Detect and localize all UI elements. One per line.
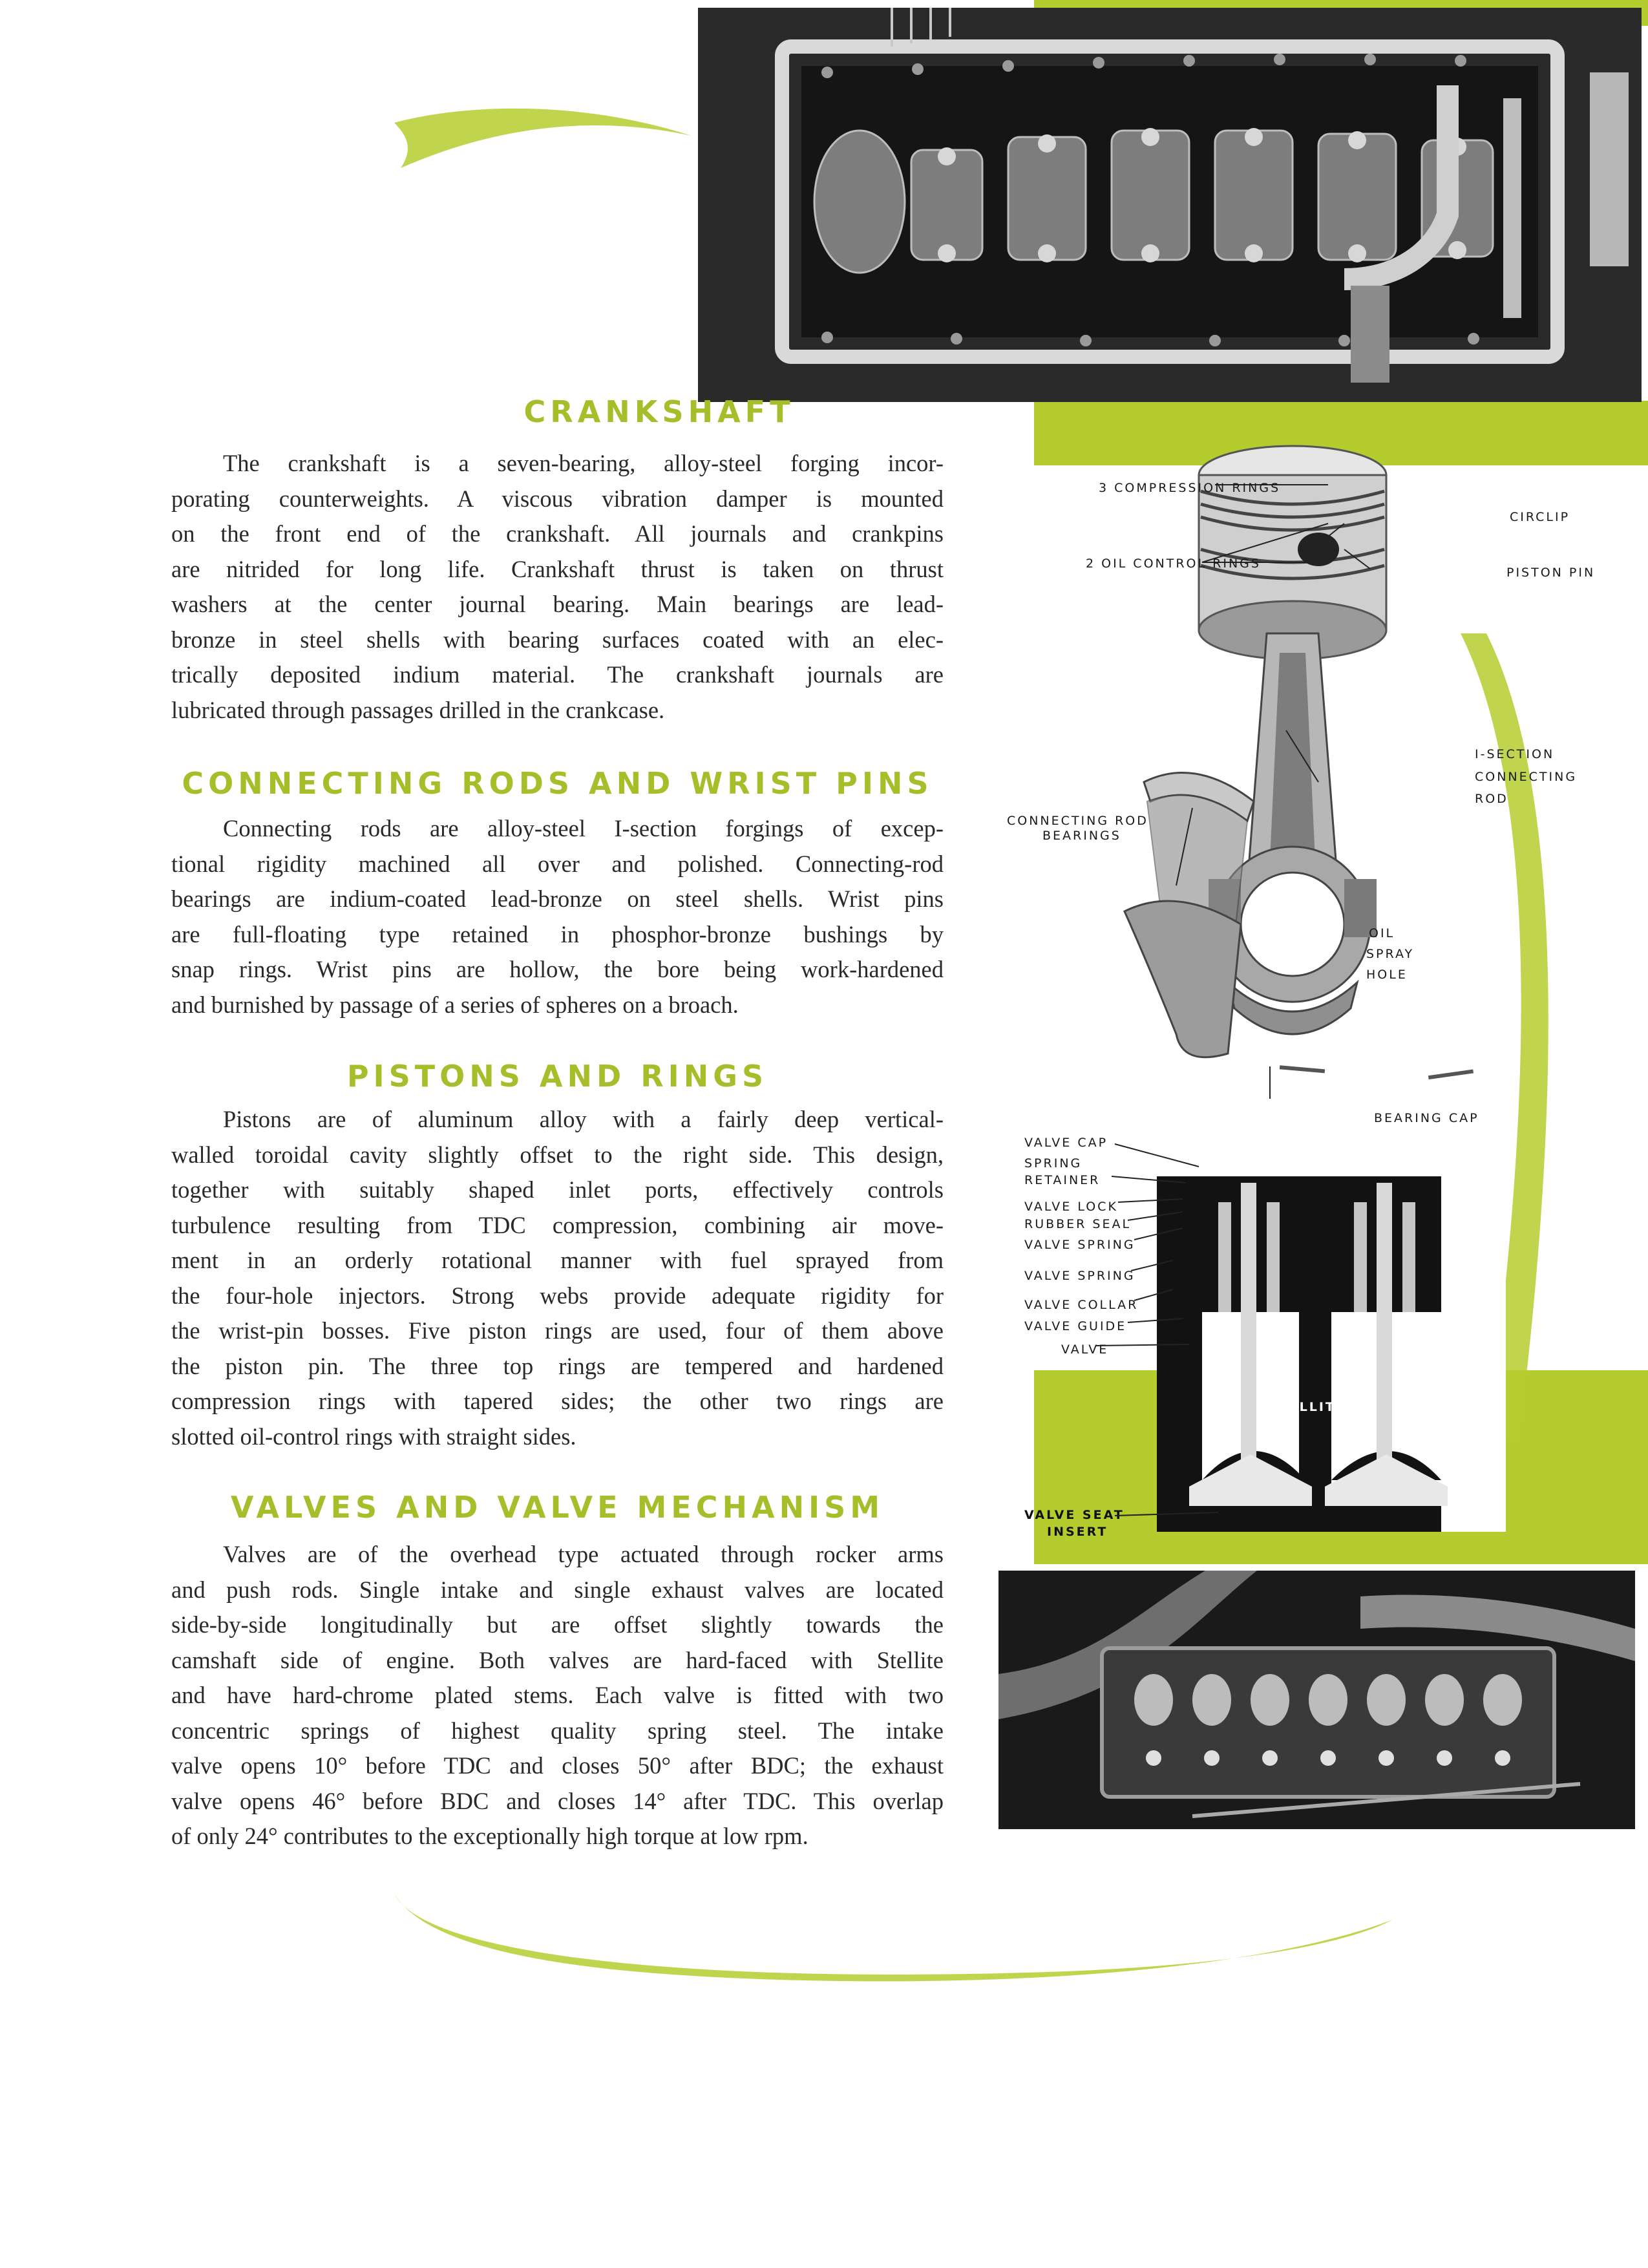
- text-line: bearings are indium-coated lead-bronze on steel shells. Wrist pins: [171, 885, 944, 912]
- text-line: are full-floating type retained in phosphor-bronze bushings by: [171, 920, 944, 948]
- label-piston-pin: PISTON PIN: [1506, 566, 1596, 580]
- text-line: and have hard-chrome plated stems. Each valve is fitted with two: [171, 1682, 944, 1708]
- text-line: turbulence resulting from TDC compression, combining air move-: [171, 1211, 944, 1238]
- label-compression-rings: 3 COMPRESSION RINGS: [1099, 481, 1281, 495]
- text-line: snap rings. Wrist pins are hollow, the bore being work-hardened: [171, 956, 944, 982]
- text-line: bronze in steel shells with bearing surfaces coated with an elec-: [171, 626, 944, 653]
- label-valve-lock: VALVE LOCK: [1024, 1200, 1118, 1214]
- text-line: tional rigidity machined all over and polished. Connecting-rod: [171, 850, 944, 877]
- label-oil-spray-hole: OIL: [1369, 926, 1395, 940]
- label-stellite: STELLITE: [1268, 1400, 1346, 1414]
- valves-heading: VALVES AND VALVE MECHANISM: [230, 1490, 885, 1525]
- label-oil-control-rings: 2 OIL CONTROL RINGS: [1086, 556, 1261, 571]
- text-line: ment in an orderly rotational manner with fuel sprayed from: [171, 1247, 944, 1273]
- text-line: compression rings with tapered sides; the other two rings are: [171, 1388, 944, 1414]
- label-i-section: I-SECTION: [1475, 747, 1555, 761]
- text-line: the piston pin. The three top rings are tempered and hardened: [171, 1352, 944, 1379]
- label-valve-seat-insert: INSERT: [1047, 1525, 1108, 1539]
- label-i-section: ROD: [1475, 792, 1508, 806]
- label-circlip: CIRCLIP: [1510, 510, 1570, 524]
- text-line: walled toroidal cavity slightly offset to the right side. This design,: [171, 1141, 944, 1168]
- text-line: valve opens 46° before BDC and closes 14° after TDC. This overlap: [171, 1787, 944, 1814]
- label-rod-bearings: BEARINGS: [1042, 829, 1121, 843]
- text-line: the wrist-pin bosses. Five piston rings are used, four of them above: [171, 1317, 944, 1344]
- text-line: Valves are of the overhead type actuated through rocker arms: [223, 1541, 944, 1567]
- crankshaft-photo: [698, 8, 1642, 402]
- label-rubber-seal: RUBBER SEAL: [1024, 1217, 1132, 1231]
- text-line: slotted oil-control rings with straight sides.: [171, 1423, 576, 1450]
- text-line: Pistons are of aluminum alloy with a fairly deep vertical-: [223, 1106, 944, 1132]
- crankshaft-paragraph: [171, 446, 944, 728]
- text-line: side-by-side longitudinally but are offset slightly towards the: [171, 1611, 944, 1638]
- valve-leader-lines: [1024, 1131, 1218, 1532]
- connecting-rods-paragraph: [171, 811, 944, 1023]
- text-line: and burnished by passage of a series of spheres on a broach.: [171, 991, 739, 1018]
- text-line: of only 24° contributes to the exceptionally high torque at low rpm.: [171, 1823, 808, 1849]
- text-line: the four-hole injectors. Strong webs provide adequate rigidity for: [171, 1282, 944, 1309]
- text-line: are nitrided for long life. Crankshaft thrust is taken on thrust: [171, 555, 944, 582]
- label-valve-spring: VALVE SPRING: [1024, 1269, 1136, 1283]
- label-bearing-cap: BEARING CAP: [1374, 1111, 1479, 1125]
- piston-rod-illustration: [1099, 420, 1486, 1105]
- text-line: porating counterweights. A viscous vibration damper is mounted: [171, 485, 944, 512]
- text-line: trically deposited indium material. The crankshaft journals are: [171, 661, 944, 688]
- swoosh-bottom: [388, 1874, 1396, 2004]
- crankshaft-heading: CRANKSHAFT: [523, 394, 795, 429]
- label-oil-spray-hole: HOLE: [1366, 968, 1408, 982]
- valve-mechanism-photo: [998, 1571, 1635, 1829]
- label-oil-spray-hole: SPRAY: [1366, 947, 1415, 961]
- text-line: and push rods. Single intake and single exhaust valves are located: [171, 1576, 944, 1603]
- text-line: together with suitably shaped inlet ports, effectively controls: [171, 1176, 944, 1203]
- text-line: camshaft side of engine. Both valves are hard-faced with Stellite: [171, 1646, 944, 1673]
- label-valve-spring: VALVE SPRING: [1024, 1238, 1136, 1252]
- text-line: lubricated through passages drilled in the crankcase.: [171, 696, 665, 723]
- label-i-section: CONNECTING: [1475, 770, 1578, 784]
- label-valve-guide: VALVE GUIDE: [1024, 1319, 1127, 1333]
- pistons-paragraph: [171, 1102, 944, 1454]
- text-line: Connecting rods are alloy-steel I-section forgings of excep-: [223, 815, 944, 842]
- text-line: valve opens 10° before TDC and closes 50° after BDC; the exhaust: [171, 1752, 944, 1779]
- label-valve: VALVE: [1061, 1342, 1109, 1357]
- label-valve-seat-insert: VALVE SEAT: [1024, 1508, 1125, 1522]
- swoosh-top: [388, 97, 698, 175]
- text-line: washers at the center journal bearing. Main bearings are lead-: [171, 591, 944, 617]
- text-line: on the front end of the crankshaft. All journals and crankpins: [171, 520, 944, 547]
- label-valve-collar: VALVE COLLAR: [1024, 1298, 1139, 1312]
- pistons-heading: PISTONS AND RINGS: [346, 1059, 768, 1094]
- label-rod-bearings: CONNECTING ROD: [1007, 814, 1148, 828]
- label-valve-cap: VALVE CAP: [1024, 1136, 1108, 1150]
- connecting-rods-heading: CONNECTING RODS AND WRIST PINS: [182, 766, 933, 801]
- text-line: The crankshaft is a seven-bearing, alloy-steel forging incor-: [223, 450, 944, 476]
- label-spring-retainer: SPRING: [1024, 1156, 1083, 1171]
- valves-paragraph: [171, 1537, 944, 1854]
- text-line: concentric springs of highest quality spring steel. The intake: [171, 1717, 944, 1744]
- label-spring-retainer: RETAINER: [1024, 1173, 1101, 1187]
